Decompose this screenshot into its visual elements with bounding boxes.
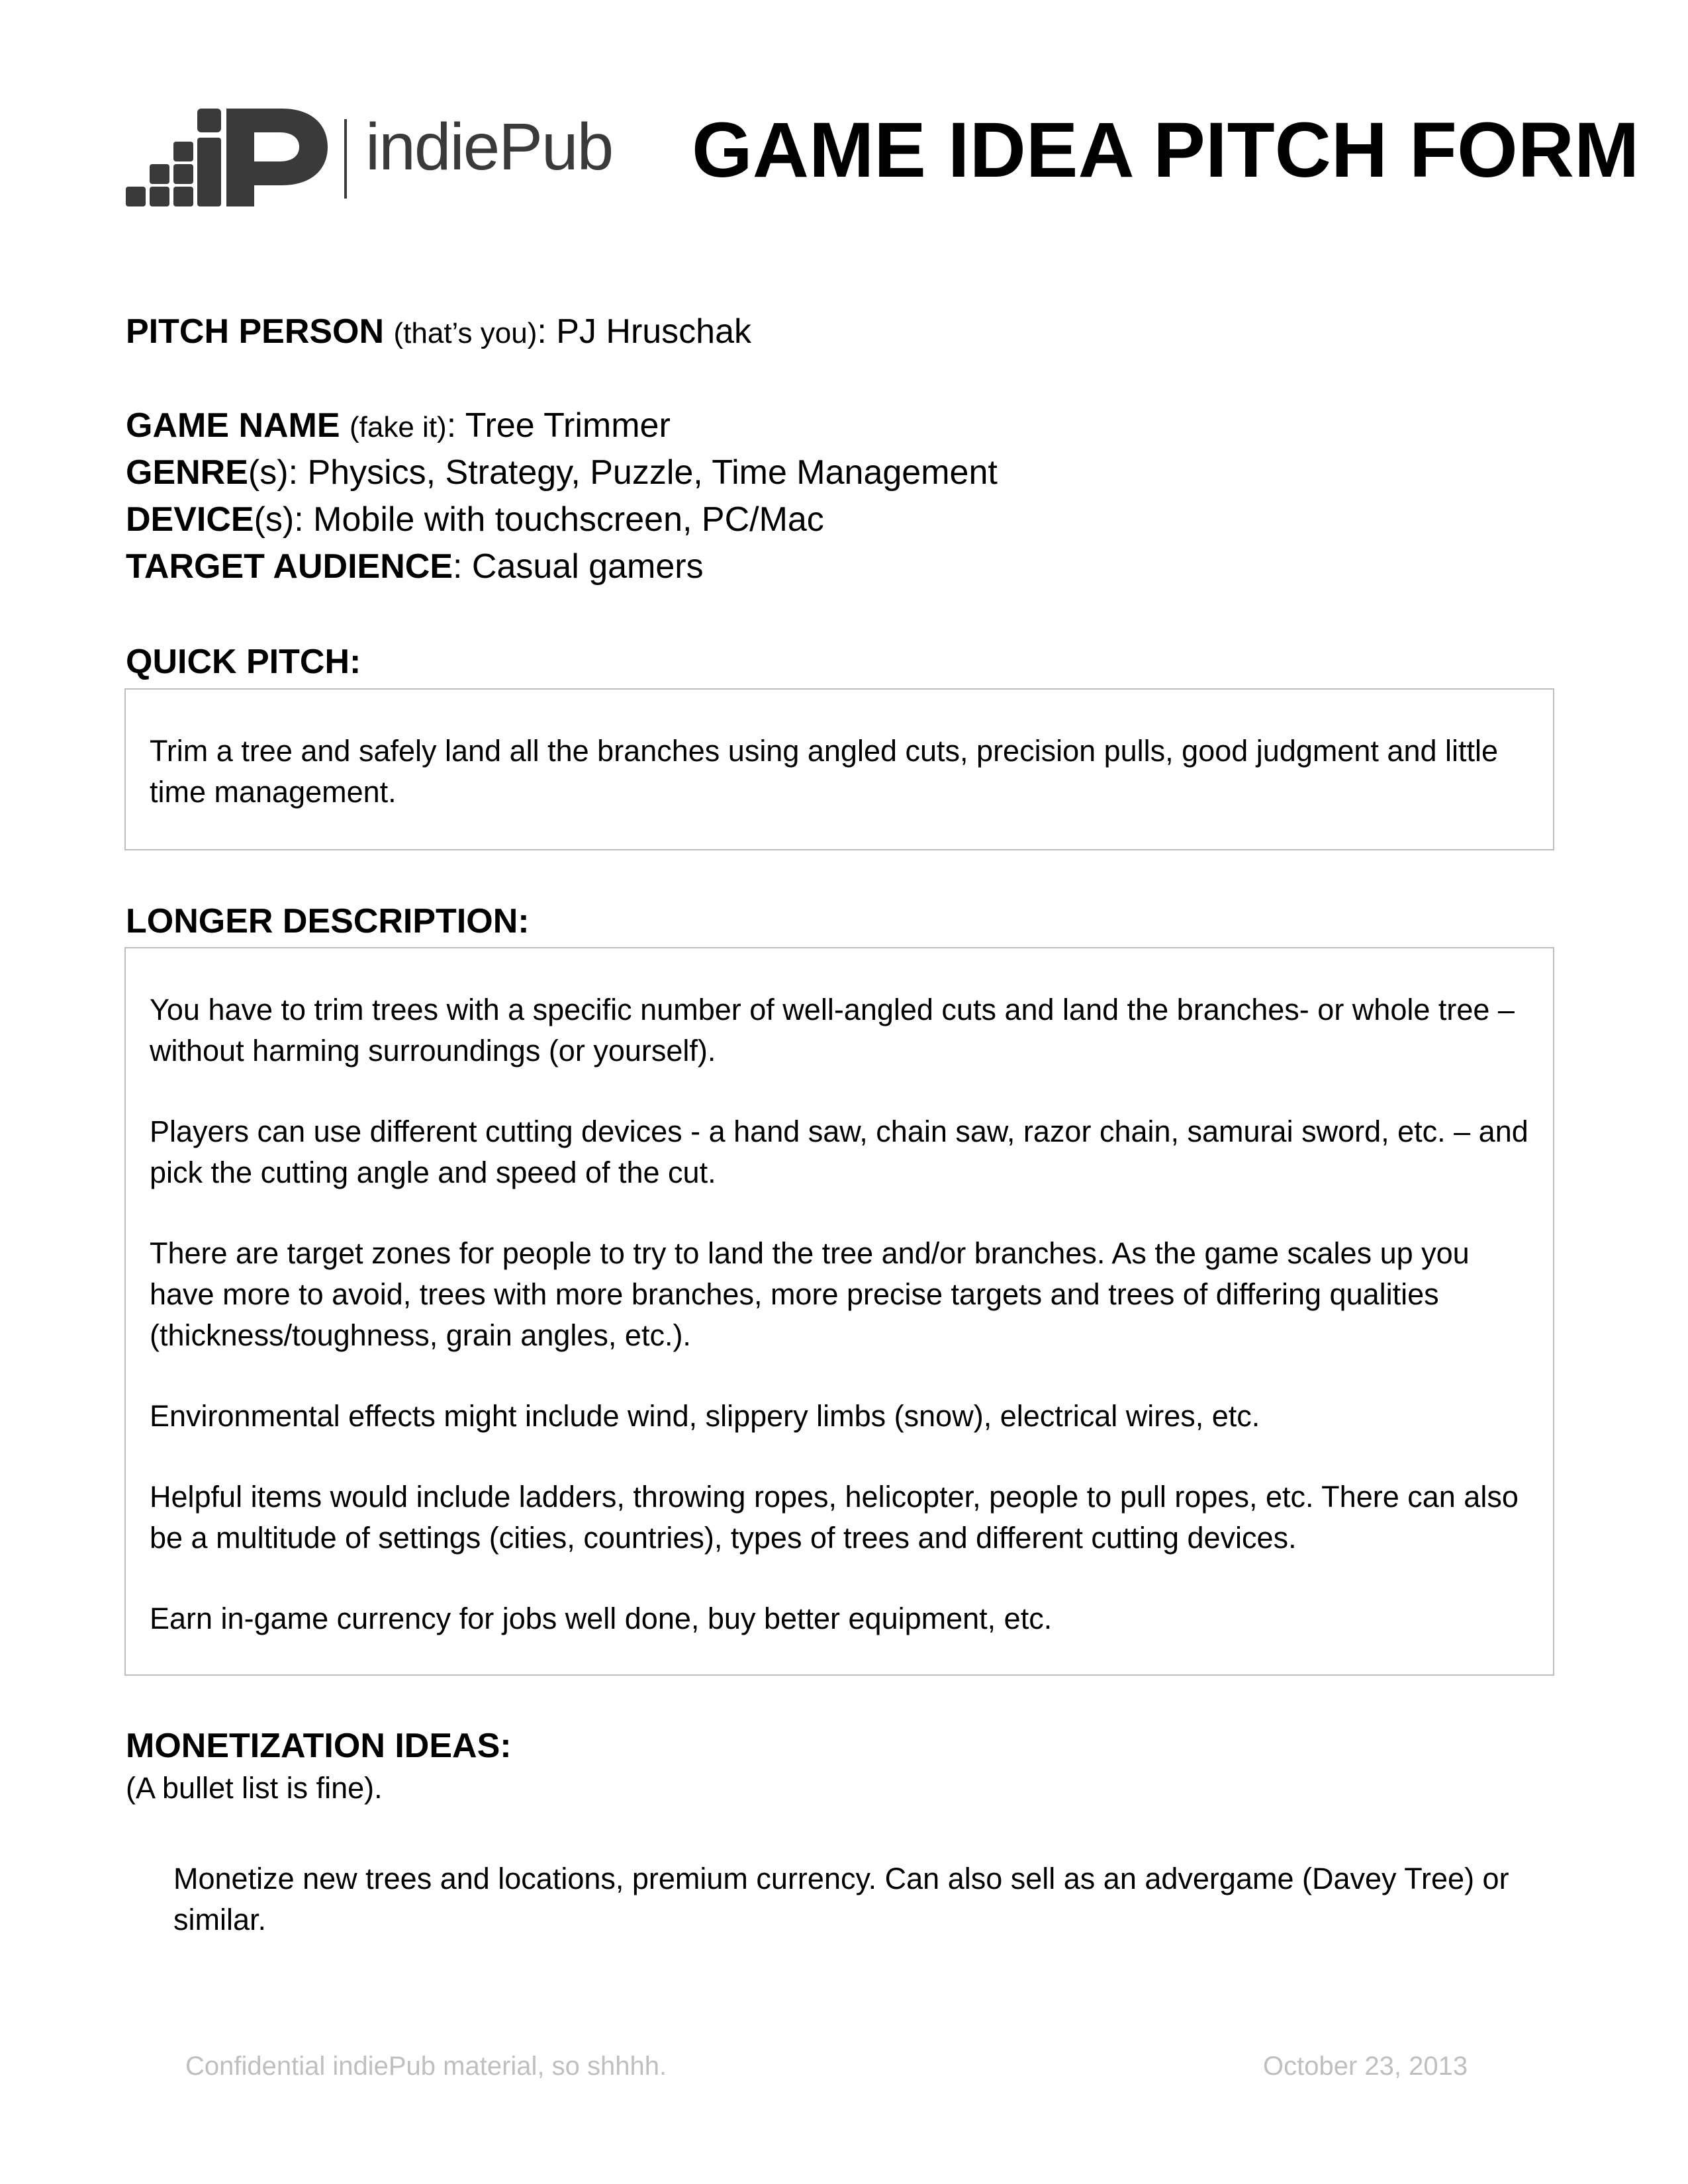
logo-divider [344, 119, 347, 199]
quick-pitch-text: Trim a tree and safely land all the branches using angled cuts, precision pulls, good judgment and little time management. [150, 734, 1499, 809]
description-paragraph: Environmental effects might include wind, slippery limbs (snow), electrical wires, etc. [150, 1399, 1260, 1433]
quick-pitch-box [124, 688, 1554, 850]
genre-field [126, 452, 998, 493]
target-audience-value: Casual gamers [471, 547, 704, 586]
genre-label: GENRE [126, 453, 248, 492]
monetization-text: Monetize new trees and locations, premium currency. Can also sell as an advergame (Davey Tree) or similar. [173, 1862, 1509, 1936]
logo-wordmark: indiePub [365, 110, 613, 184]
quick-pitch-label: QUICK PITCH: [126, 643, 361, 681]
footer-confidential: Confidential indiePub material, so shhhh. [185, 2052, 667, 2081]
device-label: DEVICE [126, 500, 254, 539]
device-field [126, 499, 824, 540]
field-separator: : [294, 500, 314, 539]
pitch-person-value: PJ Hruschak [556, 312, 752, 351]
longer-description-box [124, 947, 1554, 1676]
longer-description-label: LONGER DESCRIPTION: [126, 902, 530, 940]
game-name-label: GAME NAME [126, 406, 340, 445]
device-value: Mobile with touchscreen, PC/Mac [313, 500, 824, 539]
genre-hint: (s) [248, 453, 289, 492]
game-name-value: Tree Trimmer [465, 406, 671, 445]
monetization-label: MONETIZATION IDEAS: [126, 1727, 512, 1765]
page-title: GAME IDEA PITCH FORM [692, 107, 1640, 194]
description-paragraph: You have to trim trees with a specific number of well-angled cuts and land the branches- or whole tree – without harming surroundings (or yourself). [150, 993, 1515, 1068]
logo-mark-icon [126, 99, 344, 212]
field-separator: : [453, 547, 472, 586]
pitch-person-hint: (that’s you) [393, 317, 538, 349]
description-paragraph: There are target zones for people to try to land the tree and/or branches. As the game scales up you have more to avoid, trees with more branches, more precise targets and trees of differing qualities (thickness/toughness, grain angles, etc.). [150, 1236, 1470, 1352]
game-name-hint: (fake it) [350, 411, 447, 443]
target-audience-label: TARGET AUDIENCE [126, 547, 453, 586]
footer-date: October 23, 2013 [1263, 2052, 1468, 2081]
field-separator: : [537, 312, 557, 351]
page-header [126, 93, 1640, 218]
field-separator: : [446, 406, 465, 445]
description-paragraph: Helpful items would include ladders, throwing ropes, helicopter, people to pull ropes, etc. There can also be a multitude of settings (cities, countries), types of trees and different cutting devices. [150, 1480, 1519, 1555]
description-paragraph: Earn in-game currency for jobs well done, buy better equipment, etc. [150, 1602, 1053, 1635]
device-hint: (s) [254, 500, 295, 539]
pitch-person-field [126, 311, 751, 352]
monetization-note: (A bullet list is fine). [126, 1771, 383, 1805]
target-audience-field [126, 546, 704, 587]
genre-value: Physics, Strategy, Puzzle, Time Management [307, 453, 998, 492]
field-separator: : [288, 453, 308, 492]
pitch-person-label: PITCH PERSON [126, 312, 385, 351]
description-paragraph: Players can use different cutting devices - a hand saw, chain saw, razor chain, samurai sword, etc. – and pick the cutting angle and speed of the cut. [150, 1115, 1528, 1189]
indiepub-logo [126, 99, 662, 212]
game-name-field [126, 405, 671, 446]
